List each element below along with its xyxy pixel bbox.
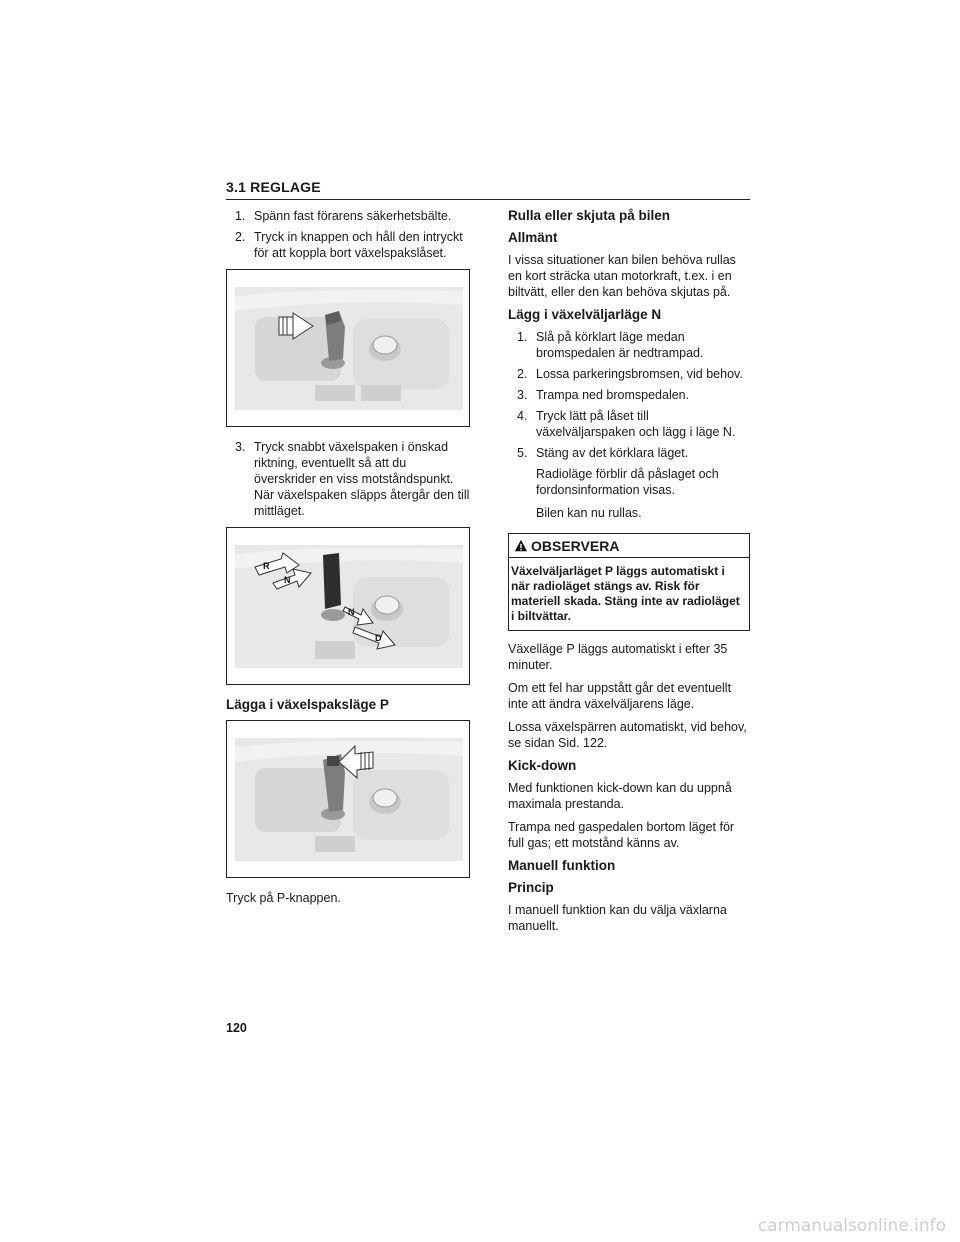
list-item [508,445,750,461]
figure-gear-positions [226,527,470,685]
figure-p-button [226,720,470,878]
warning-header [509,534,749,558]
gear-lever-illustration-3 [235,738,463,861]
paragraph-fault: Om ett fel har uppstått går det eventuellt inte att ändra växelväljarens läge. [508,681,732,711]
gear-lever-illustration-2 [235,545,463,668]
steps-list-n [508,329,750,461]
figure-gear-lever-unlock [226,269,470,427]
paragraph-release-lock: Lossa växelspärren automatiskt, vid behov, se sidan Sid. 122. [508,720,747,750]
right-column [508,208,750,941]
step-text: Spänn fast förarens säkerhetsbälte. [254,209,452,223]
heading-manuell: Manuell funktion [508,858,616,873]
step-number: 3. [517,388,528,402]
steps-list-b [226,439,470,519]
step-text: Tryck snabbt växelspaken i önskad riktning, eventuellt så att du överskrider en viss motståndspunkt. När växelspaken släpps återgår den till mittläget. [254,440,470,518]
step-number: 3. [235,440,246,454]
warning-text: Växelväljarläget P läggs automatiskt i när radioläget stängs av. Risk för materiell skada. Stäng inte av radioläget i biltvättar. [511,564,740,623]
paragraph-allmant: I vissa situationer kan bilen behöva rullas en kort sträcka utan motorkraft, t.ex. i en biltvätt, eller den kan behöva skjutas på. [508,253,736,299]
step-text: Tryck in knappen och håll den intryckt för att koppla bort växelspakslåset. [254,230,463,260]
label-n-upper: N [284,575,291,585]
page-number: 120 [226,1021,247,1035]
paragraph-kick-down-2: Trampa ned gaspedalen bortom läget för full gas; ett motstånd känns av. [508,820,735,850]
paragraph-princip: I manuell funktion kan du välja växlarna manuellt. [508,903,727,933]
footer-watermark: carmanualsonline.info [757,1216,946,1236]
warning-box [508,533,750,631]
warning-icon [514,539,528,553]
note-can-roll: Bilen kan nu rullas. [536,506,642,520]
label-n-lower: N [348,607,355,617]
list-item [508,366,750,382]
step-number: 2. [235,230,246,244]
left-column [226,208,470,913]
heading-princip: Princip [508,880,554,895]
list-item [508,329,750,361]
step-text: Tryck lätt på låset till växelväljarspaken och lägg i läge N. [536,409,736,439]
list-item [226,439,470,519]
step-number: 2. [517,367,528,381]
section-title: 3.1 REGLAGE [226,179,750,200]
list-item [226,229,470,261]
list-item [226,208,470,224]
step-number: 5. [517,446,528,460]
label-r: R [263,561,270,571]
step-text: Stäng av det körklara läget. [536,446,689,460]
heading-allmant: Allmänt [508,230,558,245]
steps-list-a [226,208,470,261]
step-text: Lossa parkeringsbromsen, vid behov. [536,367,743,381]
list-item [508,408,750,440]
step-number: 4. [517,409,528,423]
list-item [508,387,750,403]
heading-p-mode: Lägga i växelspaksläge P [226,697,389,712]
note-radio-mode: Radioläge förblir då påslaget och fordonsinformation visas. [536,467,719,497]
heading-lagg-n: Lägg i växelväljarläge N [508,307,662,322]
step-number: 1. [235,209,246,223]
label-d: D [375,633,382,643]
step-number: 1. [517,330,528,344]
paragraph-kick-down-1: Med funktionen kick-down kan du uppnå maximala prestanda. [508,781,732,811]
step-text: Trampa ned bromspedalen. [536,388,690,402]
p-button-instruction: Tryck på P-knappen. [226,891,341,905]
gear-lever-illustration-1 [235,287,463,410]
step-text: Slå på körklart läge medan bromspedalen är nedtrampad. [536,330,704,360]
warning-title: OBSERVERA [531,538,620,554]
heading-kick-down: Kick-down [508,758,577,773]
heading-rulla: Rulla eller skjuta på bilen [508,208,671,223]
paragraph-auto-p: Växelläge P läggs automatiskt i efter 35 minuter. [508,642,728,672]
